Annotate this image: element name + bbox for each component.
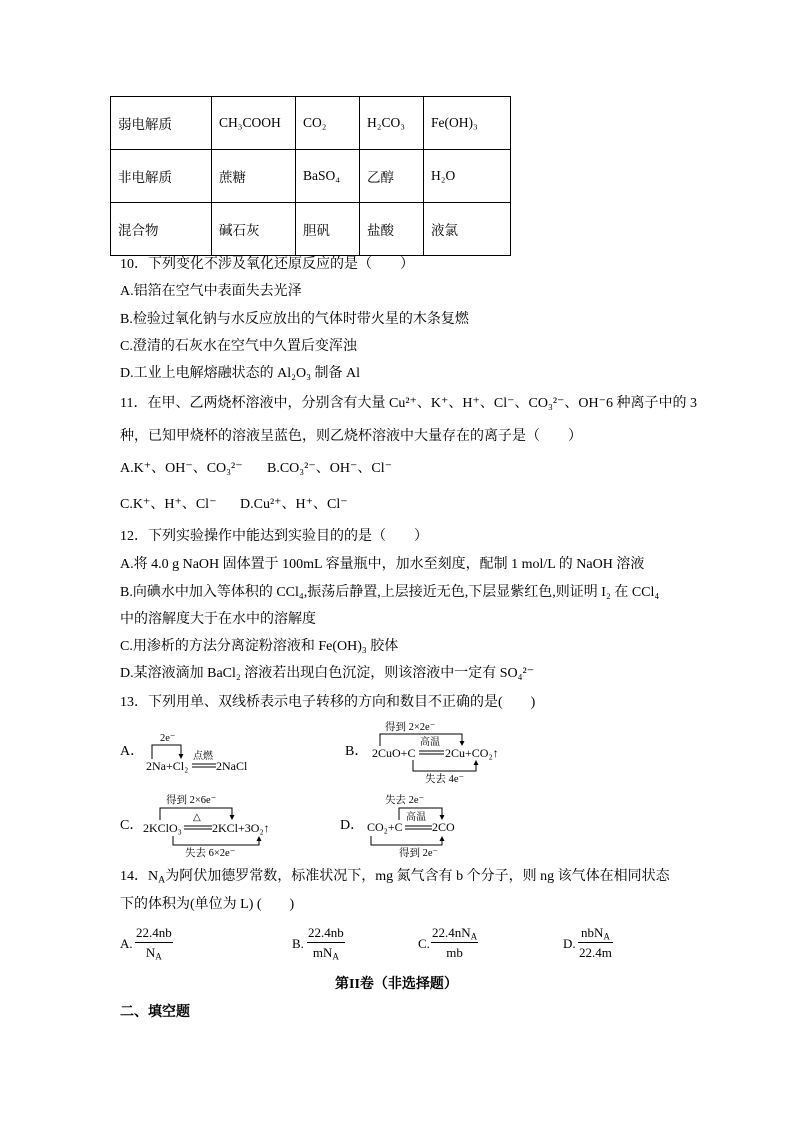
q13-option-a-diagram xyxy=(115,728,265,778)
avogadro-subscript: A xyxy=(158,874,166,886)
table-cell: 弱电解质 xyxy=(111,97,212,150)
numerator-subscript: A xyxy=(603,931,610,942)
q14-stem-text: 为阿伏加德罗常数，标准状况下，mg 氮气含有 b 个分子，则 ng 该气体在相同状态 xyxy=(165,869,670,884)
q10-option-c: C.澄清的石灰水在空气中久置后变浑浊 xyxy=(120,339,357,354)
q10-option-a: A.铝箔在空气中表面失去光泽 xyxy=(120,284,302,299)
electron-note: 2e⁻ xyxy=(160,733,176,744)
option-label: A． xyxy=(120,744,145,759)
arrowhead xyxy=(474,760,479,765)
q11-stem-line2: 种，已知甲烧杯的溶液呈蓝色，则乙烧杯溶液中大量存在的离子是（ ） xyxy=(120,429,582,444)
q10-option-d: D.工业上电解熔融状态的 Al₂O₃ 制备 Al xyxy=(120,366,360,381)
arrowhead xyxy=(230,815,235,820)
table-cell: 蔗糖 xyxy=(212,150,296,203)
table-cell: CH₃COOH xyxy=(212,97,296,150)
numerator: 22.4nb xyxy=(308,925,344,940)
reaction-condition: 点燃 xyxy=(193,751,213,762)
numerator xyxy=(580,924,611,942)
q13-option-c-diagram xyxy=(115,792,285,864)
numerator-subscript: A xyxy=(470,931,478,942)
table-cell: 非电解质 xyxy=(111,150,212,203)
q12-option-c: C.用渗析的方法分离淀粉溶液和 Fe(OH)₃ 胶体 xyxy=(120,639,399,654)
q13-option-b-diagram xyxy=(340,718,515,790)
q14-stem-line2: 下的体积为(单位为 L) ( ) xyxy=(120,897,295,912)
fraction-bar xyxy=(307,942,345,943)
classification-table xyxy=(110,96,511,256)
q11-option-d: D.Cu²⁺、H⁺、Cl⁻ xyxy=(240,497,348,512)
table-row xyxy=(111,150,511,203)
option-label: B． xyxy=(345,744,369,759)
q12-option-b-line1: B.向碘水中加入等体积的 CCl₄,振荡后静置,上层接近无色,下层显紫红色,则证明 I₂ 在 CCl₄ xyxy=(120,585,660,600)
equals-sign xyxy=(192,764,216,767)
q11-option-a: A.K⁺、OH⁻、CO₃²⁻ xyxy=(120,461,243,476)
q12-stem: 12．下列实验操作中能达到实验目的的是（ ） xyxy=(120,529,428,544)
table-cell: 液氯 xyxy=(424,203,511,256)
table-cell: H₂CO₃ xyxy=(360,97,424,150)
electron-transfer-arrow xyxy=(152,745,181,759)
question-number: 14． xyxy=(120,869,148,884)
arrowhead xyxy=(440,836,445,841)
electron-loss-note: 失去 2e⁻ xyxy=(385,795,425,806)
q14-option-c-label: C. xyxy=(418,936,430,951)
table-cell: BaSO₄ xyxy=(296,150,360,203)
products: 2KCl+3O₂↑ xyxy=(212,821,270,835)
q10-stem: 10．下列变化不涉及氧化还原反应的是（ ） xyxy=(120,257,414,272)
table-row xyxy=(111,97,511,150)
arrowhead xyxy=(257,836,262,841)
q11-stem-line1: 11．在甲、乙两烧杯溶液中，分别含有大量 Cu²⁺、K⁺、H⁺、Cl⁻、CO₃²⁻、OH⁻6 种离子中的 3 xyxy=(120,396,698,411)
q14-option-c-fraction xyxy=(431,924,478,962)
table-cell: Fe(OH)₃ xyxy=(424,97,511,150)
q12-option-d: D.某溶液滴加 BaCl₂ 溶液若出现白色沉淀，则该溶液中一定有 SO₄²⁻ xyxy=(120,666,535,681)
numerator-text: 22.4nN xyxy=(432,925,471,940)
q14-option-b-label: B. xyxy=(292,936,304,951)
option-label: C． xyxy=(120,818,144,833)
table-cell: 乙醇 xyxy=(360,150,424,203)
q11-option-b: B.CO₃²⁻、OH⁻、Cl⁻ xyxy=(267,461,392,476)
q12-option-a: A.将 4.0 g NaOH 固体置于 100mL 容量瓶中，加水至刻度，配制 1 mol/L 的 NaOH 溶液 xyxy=(120,557,645,572)
q14-option-a-fraction xyxy=(135,924,173,962)
avogadro-symbol: N xyxy=(148,869,159,884)
denominator: mb xyxy=(446,945,463,960)
table-cell: CO₂ xyxy=(296,97,360,150)
table-row xyxy=(111,203,511,256)
part-title: 二、填空题 xyxy=(120,1005,190,1020)
equals-sign xyxy=(405,826,432,829)
electron-gain-note: 得到 2e⁻ xyxy=(399,848,439,859)
reaction-condition: 高温 xyxy=(420,737,440,748)
q12-option-b-line2: 中的溶解度大于在水中的溶解度 xyxy=(120,612,316,627)
denominator-subscript: A xyxy=(155,951,162,962)
volume-title: 第II卷（非选择题） xyxy=(335,977,458,992)
denominator: 22.4m xyxy=(579,945,612,960)
reactants: 2Na+Cl₂ xyxy=(146,759,189,773)
numerator-text: nbN xyxy=(580,925,604,940)
fraction-bar xyxy=(135,942,173,943)
q13-stem: 13．下列用单、双线桥表示电子转移的方向和数目不正确的是( ) xyxy=(120,695,536,710)
q14-option-d-fraction xyxy=(578,924,613,962)
numerator xyxy=(431,924,478,942)
table-cell: 胆矾 xyxy=(296,203,360,256)
reactants: 2CuO+C xyxy=(372,746,416,760)
denominator-text: mN xyxy=(312,945,333,960)
denominator-subscript: A xyxy=(332,951,339,962)
electron-loss-note: 失去 4e⁻ xyxy=(425,774,465,785)
denominator-text: N xyxy=(145,945,156,960)
q11-option-c: C.K⁺、H⁺、Cl⁻ xyxy=(120,497,217,512)
reactants: 2KClO₃ xyxy=(143,821,182,835)
denominator xyxy=(312,944,340,962)
q14-option-a-label: A. xyxy=(120,936,133,951)
denominator xyxy=(145,944,163,962)
electron-gain-note: 得到 2×6e⁻ xyxy=(166,795,217,806)
equals-sign xyxy=(419,751,444,754)
q13-option-d-diagram xyxy=(335,792,465,864)
products: 2NaCl xyxy=(216,759,248,773)
electron-loss-arrow xyxy=(173,836,259,845)
electron-gain-arrow xyxy=(371,836,442,845)
table-cell: 混合物 xyxy=(111,203,212,256)
products: 2Cu+CO₂↑ xyxy=(445,746,499,760)
products: 2CO xyxy=(432,820,455,834)
numerator: 22.4nb xyxy=(136,925,172,940)
reactants: CO₂+C xyxy=(367,820,403,834)
reaction-condition: △ xyxy=(193,812,201,823)
fraction-bar xyxy=(431,942,478,943)
q14-stem-line1 xyxy=(120,867,670,887)
electron-loss-arrow xyxy=(413,760,476,771)
table-cell: 碱石灰 xyxy=(212,203,296,256)
option-label: D． xyxy=(340,818,365,833)
equals-sign xyxy=(184,826,212,829)
table-cell: H₂O xyxy=(424,150,511,203)
reaction-condition: 高温 xyxy=(406,812,426,823)
table-cell: 盐酸 xyxy=(360,203,424,256)
q10-option-b: B.检验过氧化钠与水反应放出的气体时带火星的木条复燃 xyxy=(120,312,469,327)
q14-option-d-label: D. xyxy=(563,936,576,951)
electron-gain-note: 得到 2×2e⁻ xyxy=(385,722,436,733)
electron-loss-note: 失去 6×2e⁻ xyxy=(185,848,236,859)
q14-option-b-fraction xyxy=(307,924,345,962)
fraction-bar xyxy=(578,942,613,943)
